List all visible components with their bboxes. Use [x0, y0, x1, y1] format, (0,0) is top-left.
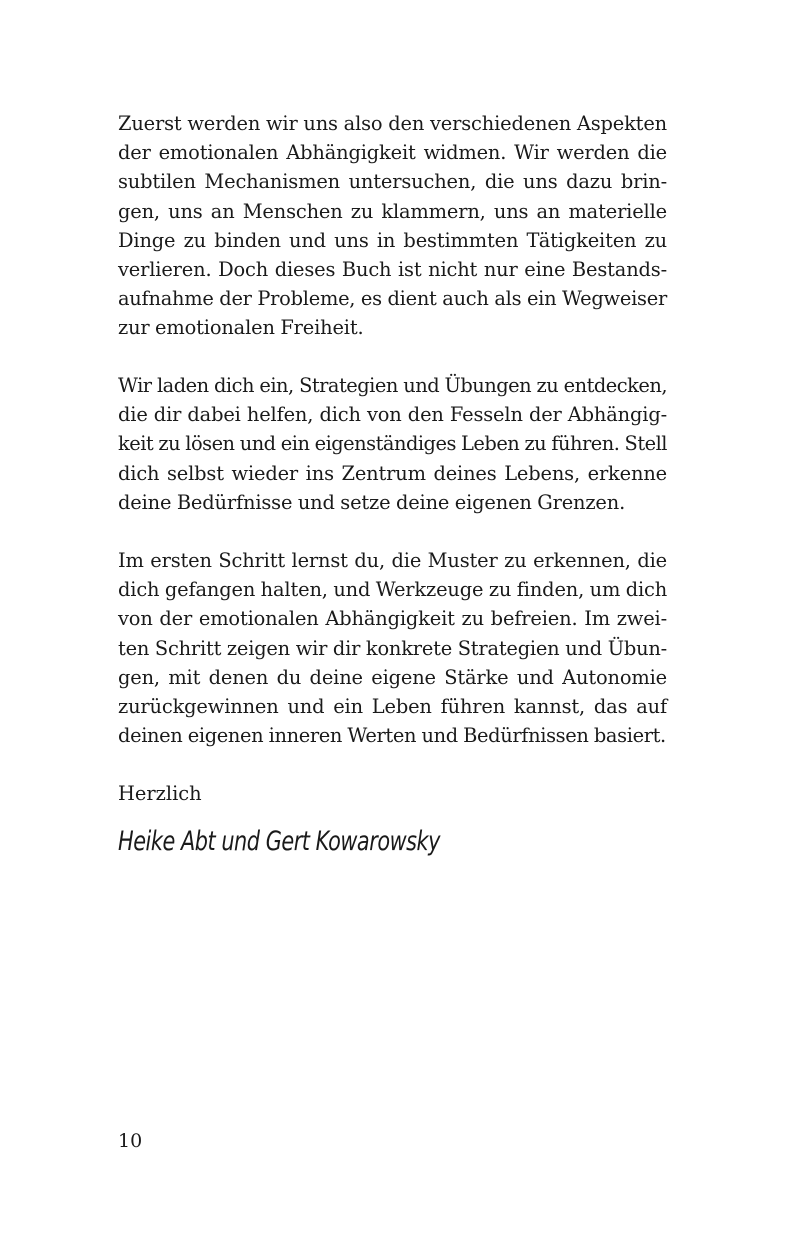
- paragraph-1: [118, 109, 667, 343]
- text-line: subtilen Mechanismen untersuchen, die uns dazu brin-: [118, 170, 667, 194]
- paragraph-3: [118, 546, 667, 750]
- text-line: deine Bedürfnisse und setze deine eigenen Grenzen.: [118, 490, 626, 514]
- text-line: zurückgewinnen und ein Leben führen kannst, das auf: [118, 695, 667, 719]
- text-line: keit zu lösen und ein eigenständiges Leben zu führen. Stell: [118, 432, 667, 456]
- text-line: dich selbst wieder ins Zentrum deines Lebens, erkenne: [118, 461, 667, 485]
- text-line: gen, uns an Menschen zu klammern, uns an materielle: [118, 199, 667, 223]
- text-line: gen, mit denen du deine eigene Stärke und Autonomie: [118, 665, 667, 689]
- text-line: der emotionalen Abhängigkeit widmen. Wir werden die: [118, 141, 667, 165]
- text-line: von der emotionalen Abhängigkeit zu befreien. Im zwei-: [118, 607, 667, 631]
- text-line: Dinge zu binden und uns in bestimmten Tätigkeiten zu: [118, 228, 667, 252]
- text-line: Im ersten Schritt lernst du, die Muster zu erkennen, die: [118, 549, 667, 572]
- text-line: verlieren. Doch dieses Buch ist nicht nur eine Bestands-: [118, 258, 667, 282]
- text-line: ten Schritt zeigen wir dir konkrete Strategien und Übun-: [118, 636, 667, 660]
- text-line: Wir laden dich ein, Strategien und Übungen zu entdecken,: [118, 374, 667, 397]
- text-line: zur emotionalen Freiheit.: [118, 316, 364, 340]
- text-line: aufnahme der Probleme, es dient auch als ein Wegweiser: [118, 287, 667, 311]
- signature-text: Heike Abt und Gert Kowarowsky: [118, 826, 442, 857]
- handwritten-signature: [116, 818, 456, 868]
- text-line: deinen eigenen inneren Werten und Bedürfnissen basiert.: [118, 724, 666, 748]
- closing-salutation: Herzlich: [118, 782, 202, 805]
- page-number: 10: [118, 1130, 143, 1152]
- text-line: dich gefangen halten, und Werkzeuge zu finden, um dich: [118, 578, 668, 602]
- text-line: die dir dabei helfen, dich von den Fesseln der Abhängig-: [118, 403, 667, 427]
- paragraph-2: [118, 371, 667, 517]
- text-line: Zuerst werden wir uns also den verschiedenen Aspekten: [118, 112, 667, 135]
- signature-graphic: [116, 818, 456, 868]
